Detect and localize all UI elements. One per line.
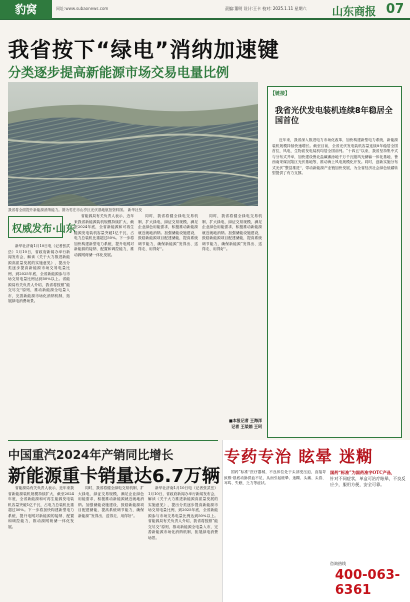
ad-otc-block [330,470,408,488]
bottom-headline: 新能源重卡销量达6.7万辆 [8,466,220,487]
related-link-title: 我省光伏发电装机连续8年稳居全国首位 [275,106,393,125]
page-number: 07 [386,2,405,17]
header-info: 责编:董明 设计:王卡 校对: 2025.1.11 星期六 [225,6,307,11]
newspaper-brand: 山东商报 [332,5,376,18]
ad-phone-label: 咨询热线 [330,561,346,566]
ad-otc-title: 国药“标准”为国药准字OTC产品， [330,470,396,475]
main-headline: 我省按下“绿电”消纳加速键 [8,38,280,62]
related-link-tag: 【链接】 [270,91,291,97]
section-logo: 豹窝 [0,0,52,19]
article-paragraph: 同时，我省将健全绿电交易机制，扩大绿电、绿证交易规模，满足企业绿色用能需求，积极推动新能源就近就地消纳。加强储能设施建设，鼓励新能源项目配建储能，提高系统调节能力，确保新能源“发得出、送得走、用得好”。 [202,214,262,251]
ad-headline: 专药专治 眩晕 迷糊 [224,447,374,466]
solar-farm-photo [8,82,258,206]
section-divider [8,440,218,441]
article-column-2 [74,214,134,434]
article-paragraph: 同时，我省将健全绿电交易机制，扩大绿电、绿证交易规模，满足企业绿色用能需求，积极推动新能源就近就地消纳。加强储能设施建设，鼓励新能源项目配建储能，提高系统调节能力，确保新能源“发得出、送得走、用得好”。 [138,214,198,251]
ad-paragraph: 国药“标准”医疗器械，不良体位处于头部受压迫，直接导致椎-基底动脉供血不足，从而引起眩晕、迷糊、头痛、头昏、耳鸣、失眠、乏力等症状。 [224,470,326,485]
bottom-column-1 [8,486,74,598]
article-column-3 [138,214,198,434]
article-column-1 [8,244,70,434]
article-paragraph: 新华社济南1月10日电（记者张武岳）1月10日，省政府新闻办举行新闻发布会，解读《关于大力推进新能源高质量发展的实施意见》，提出分类逐步提高新能源市场交易电量比例，到2025年底，全省新能源参与市场交易电量比例达到50%以上。省能源局有关负责人介绍，我省将按照“能交尽交”原则，推动新能源全电量入市，完善新能源市场化消纳机制，拓展绿电消费场景。 [148,486,218,540]
article-paragraph: 省能源局有关负责人表示，近年来我省新能源装机规模持续扩大，截至2024年底，全省新能源和可再生能源发电装机容量突破1亿千瓦，占电力总装机比重超过50%。下一步将加快构建新型电力系统，提升电网对新能源的接纳、配置和调控能力，推动源网荷储一体化发展。 [8,486,74,529]
section-tag: 权威发布·山东 [12,224,76,235]
article-paragraph: 同时，我省将健全绿电交易机制，扩大绿电、绿证交易规模，满足企业绿色用能需求，积极推动新能源就近就地消纳。加强储能设施建设，鼓励新能源项目配建储能，提高系统调节能力，确保新能源“发得出、送得走、用得好”。 [78,486,144,518]
article-byline: ■本报记者 王海洋 记者 王琰娟 王珂 [228,418,262,429]
bottom-kicker: 中国重汽2024年产销同比增长 [8,448,174,462]
header-url: 网址:www.subaonews.com [56,6,109,11]
ad-body [224,470,326,598]
related-link-paragraph: 近年来，我省深入推进电力市场化改革，加快构建新型电力系统，新能源装机规模持续快速增长。截至目前，全省光伏发电装机容量连续8年稳居全国首位，风电、生物质发电装机均居全国前列。“十四五”以来，我省坚持集中式与分布式并举，加快建设鲁北盐碱滩涂地千万千瓦级风光储输一体化基地、鲁西南采煤沉陷区光伏基地等，推动海上风电规模化开发。同时，创新实施分布式光伏“整县推进”，带动新能源产业链加快发展，为全省经济社会绿色低碳转型提供了有力支撑。 [272,138,398,175]
bottom-column-2 [78,486,144,598]
main-subheadline: 分类逐步提高新能源市场交易电量比例 [8,66,230,81]
solar-farm-illustration [8,82,258,206]
article-column-4 [202,214,262,414]
ad-otc-body: 针对不同症状，单盒可治疗眩晕，不良反应少，服用方便，安全可靠。 [330,476,406,487]
article-paragraph: 省能源局有关负责人表示，近年来我省新能源装机规模持续扩大，截至2024年底，全省新能源和可再生能源发电装机容量突破1亿千瓦，占电力总装机比重超过50%。下一步将加快构建新型电力系统，提升电网对新能源的接纳、配置和调控能力，推动源网荷储一体化发展。 [74,214,134,257]
related-link-body [272,138,398,428]
article-paragraph: 新华社济南1月10日电（记者张武岳）1月10日，省政府新闻办举行新闻发布会，解读《关于大力推进新能源高质量发展的实施意见》，提出分类逐步提高新能源市场交易电量比例，到2025年底，全省新能源参与市场交易电量比例达到50%以上。省能源局有关负责人介绍，我省将按照“能交尽交”原则，推动新能源全电量入市，完善新能源市场化消纳机制，拓展绿电消费场景。 [8,244,70,303]
photo-caption: 我省将全面提升新能源消纳能力。图为枣庄市山亭区光伏基地航拍资料图。 新华社发 [8,208,143,212]
bottom-column-3 [148,486,218,598]
ad-phone-number[interactable]: 400-063-6361 [335,568,401,598]
